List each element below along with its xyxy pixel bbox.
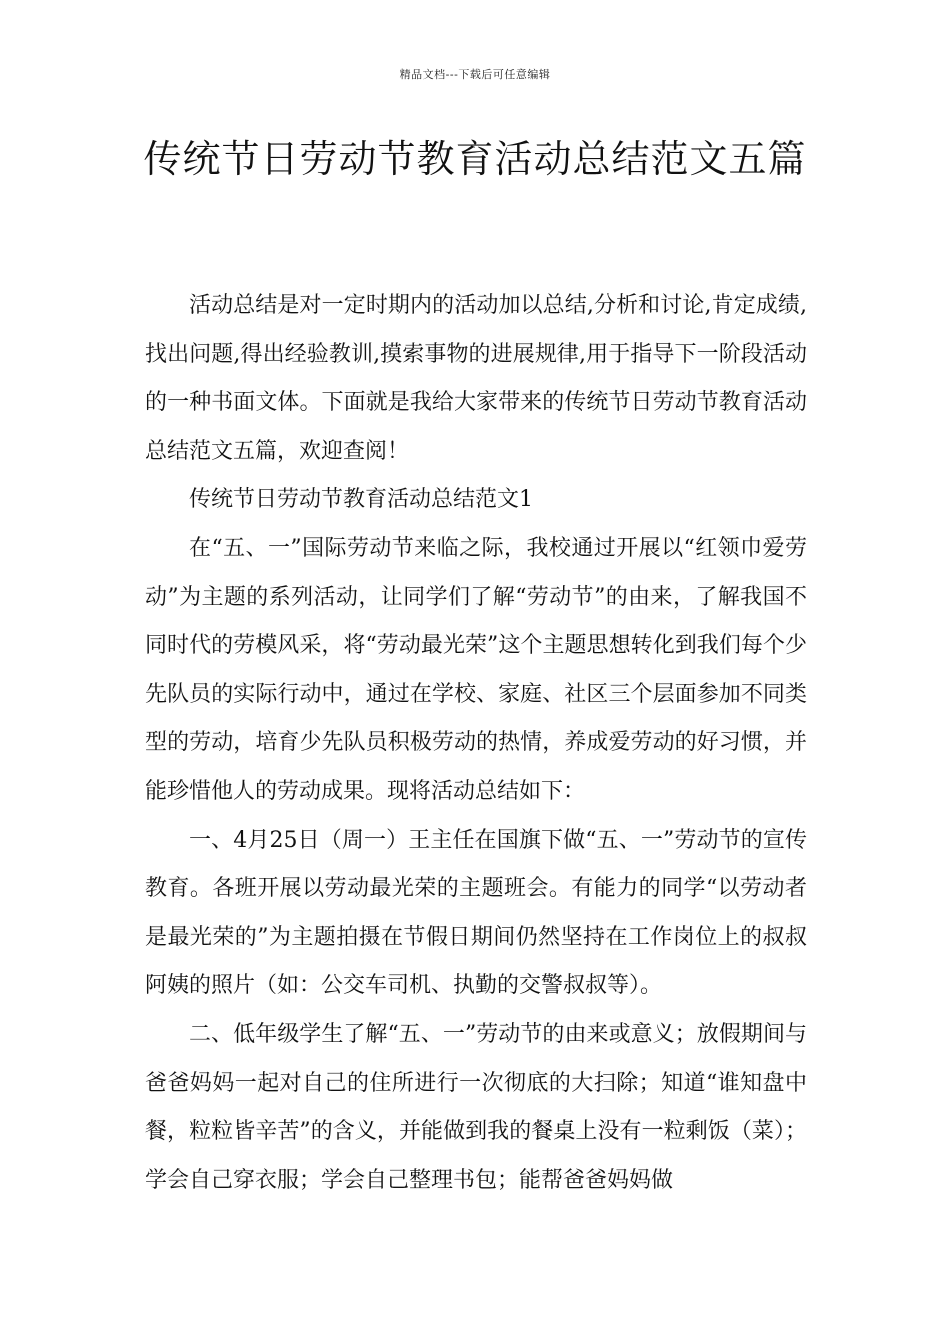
paragraph-2: 一、4月25日（周一）王主任在国旗下做“五、一”劳动节的宣传教育。各班开展以劳动最光荣的主题班会。有能力的同学“以劳动者是最光荣的”为主题拍摄在节假日期间仍然坚持在工作岗位上的叔叔阿姨的照片（如：公交车司机、执勤的交警叔叔等）。 bbox=[145, 827, 807, 999]
paragraph-intro: 活动总结是对一定时期内的活动加以总结,分析和讨论,肯定成绩,找出问题,得出经验教训,摸索事物的进展规律,用于指导下一阶段活动的一种书面文体。下面就是我给大家带来的传统节日劳动节教育活动总结范文五篇，欢迎查阅！ bbox=[145, 293, 807, 464]
paragraph-1: 在“五、一”国际劳动节来临之际，我校通过开展以“红领巾爱劳动”为主题的系列活动，让同学们了解“劳动节”的由来，了解我国不同时代的劳模风采，将“劳动最光荣”这个主题思想转化到我们每个少先队员的实际行动中，通过在学校、家庭、社区三个层面参加不同类型的劳动，培育少先队员积极劳动的热情，养成爱劳动的好习惯，并能珍惜他人的劳动成果。现将活动总结如下： bbox=[145, 535, 807, 804]
document-body bbox=[145, 282, 807, 1205]
paragraph-3: 二、低年级学生了解“五、一”劳动节的由来或意义；放假期间与爸爸妈妈一起对自己的住所进行一次彻底的大扫除；知道“谁知盘中餐，粒粒皆辛苦”的含义，并能做到我的餐桌上没有一粒剩饭（菜）；学会自己穿衣服；学会自己整理书包；能帮爸爸妈妈做 bbox=[145, 1021, 807, 1193]
document-title: 传统节日劳动节教育活动总结范文五篇 bbox=[143, 137, 807, 181]
header-note: 精品文档---下载后可任意编辑 bbox=[399, 68, 551, 81]
section-heading-1: 传统节日劳动节教育活动总结范文1 bbox=[189, 487, 533, 513]
